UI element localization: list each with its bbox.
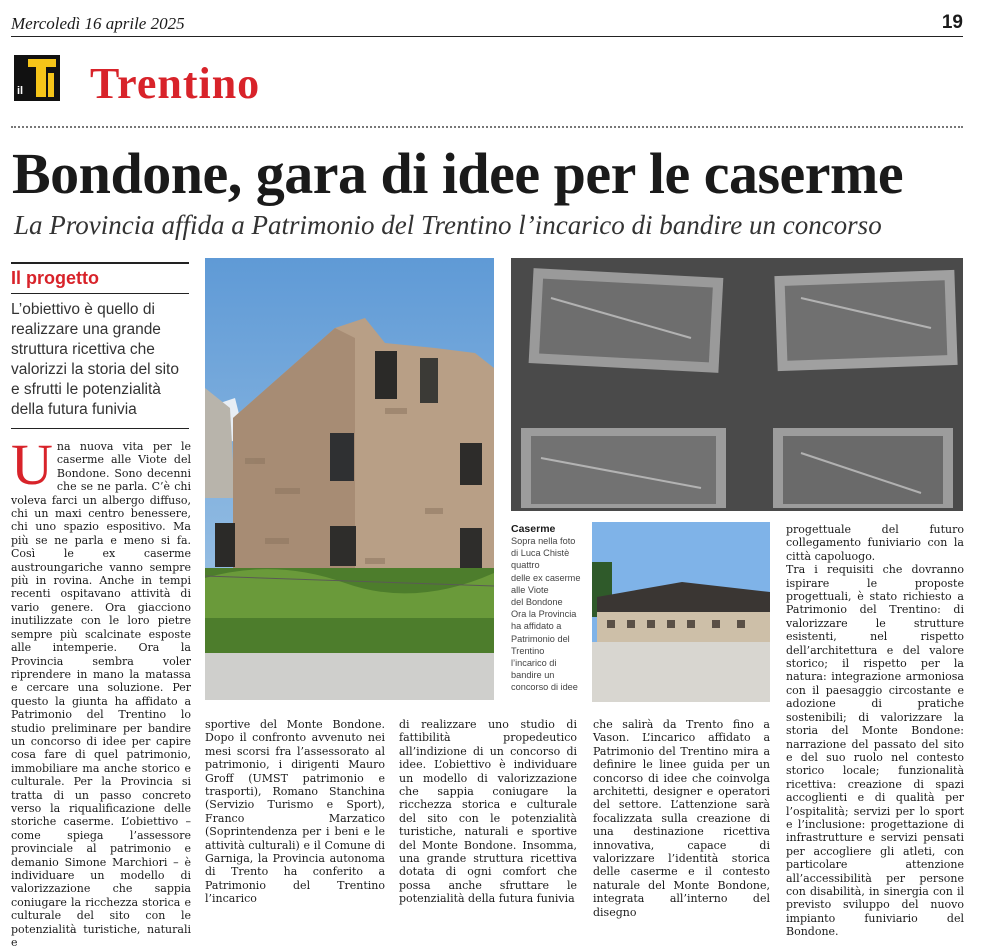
photo-caption <box>511 523 586 694</box>
sidebar-top-rule <box>11 262 189 264</box>
sidebar-mid-rule <box>11 293 189 294</box>
article-text-5a: progettuale del futuro collegamento funiviario con la città capoluogo. <box>786 523 964 563</box>
aerial-view-image <box>511 258 963 511</box>
caption-line: Patrimonio del <box>511 633 570 644</box>
caption-line: l’incarico di <box>511 658 557 669</box>
caption-line: di Luca Chistè <box>511 548 570 559</box>
article-text-5b: Tra i requisiti che dovranno ispirare le proposte progettuali, è stato richiesto a Patrimonio del Trentino: di valorizzare le strutture esistenti, nel rispetto dell’architettura e del valore storico; il rispetto per la natura: integrazione armoniosa con il paesaggio circostante e adozione di pratiche sostenibili; di valorizzare la storia del Monte Bondone: narrazione del passato del sito e del suo ruolo nel contesto storico locale; funzionalità ricettiva: creazione di spazi accoglienti e di qualità per l’ospitalità; servizi per lo sport e l’inclusione: progettazione di infrastrutture e servizi pensati per accogliere gli atleti, con particolare attenzione all’accessibilità per persone con disabilità, in sinergia con il previsto sviluppo del nuovo impianto funiviario del Bondone. <box>786 563 964 939</box>
article-column-1 <box>11 432 191 949</box>
newspaper-logo <box>14 55 60 101</box>
courtyard-image <box>592 522 770 702</box>
caption-line: ha affidato a <box>511 621 562 632</box>
sidebar-kicker: Il progetto <box>11 268 99 288</box>
caption-body <box>511 535 586 694</box>
headline: Bondone, gara di idee per le caserme <box>12 141 904 206</box>
caption-line: alle Viote <box>511 584 549 595</box>
top-rule <box>11 14 963 37</box>
subheadline: La Provincia affida a Patrimonio del Trentino l’incarico di bandire un concorso <box>14 210 882 240</box>
page-number: 19 <box>941 12 963 33</box>
caption-line: delle ex caserme <box>511 572 581 583</box>
caption-line: Ora la Provincia <box>511 609 577 620</box>
caption-line: Trentino <box>511 645 545 656</box>
photo-barracks-courtyard <box>592 522 770 702</box>
dotted-divider <box>11 126 963 128</box>
caption-line: del Bondone <box>511 597 563 608</box>
article-column-2: sportive del Monte Bondone. Dopo il confronto avvenuto nei mesi scorsi fra l’assessorato al patrimonio, i dirigenti Mauro Groff (UMST patrimonio e trasporti), Romano Stanchina (Servizio Turismo e Sport), Franco Marzatico (Soprintendenza per i beni e le attività culturali) e il Comune di Garniga, la Provincia autonoma di Trento ha conferito a Patrimonio del Trentino l’incarico <box>205 718 385 906</box>
issue-date: Mercoledì 16 aprile 2025 <box>11 14 185 33</box>
sidebar-bottom-rule <box>11 428 189 429</box>
drop-cap: U <box>11 432 53 497</box>
sidebar-summary: L’obiettivo è quello di realizzare una grande struttura ricettiva che valorizzi la storia del sito e sfrutti le potenzialità della futura funivia <box>11 301 179 418</box>
article-text-1: na nuova vita per le caserme alle Viote del Bondone. Sono decenni che se ne parla. C’è chi voleva farci un albergo diffuso, chi un maxi centro benessere, chi uno spazio espositivo. Ma più se ne parla e meno si fa. Così le ex caserme austroungariche vanno sempre più in rovina. Anche in tempi recenti ospitavano attività di vario genere. Ora giacciono inutilizzate con le loro pietre sempre più scalcinate esposte alle intemperie. Ora la Provincia sembra voler riprendere in mano la matassa e cercare una soluzione. Per questo la giunta ha affidato a Patrimonio del Trentino lo studio preliminare per bandire un concorso di idee per capire cosa fare di quel patrimonio, immobiliare ma anche storico e culturale. Per la Provincia si tratta di un passo concreto verso la riqualificazione delle storiche caserme. L’obiettivo – come spiega l’assessore provinciale al patrimonio e demanio Simone Marchiori – è individuare un modello di valorizzazione che sappia coniugare la ricchezza storica e culturale del sito con le potenzialità turistiche, naturali e <box>11 440 191 949</box>
section-title: Trentino <box>90 59 261 108</box>
photo-ruined-barracks <box>205 258 494 700</box>
caption-line: quattro <box>511 560 540 571</box>
photo-aerial-barracks <box>511 258 963 511</box>
caption-line: bandire un <box>511 670 555 681</box>
article-column-5 <box>786 523 964 939</box>
ruined-building-image <box>205 258 494 700</box>
caption-line: concorso di idee <box>511 682 578 693</box>
caption-line: Sopra nella foto <box>511 536 576 546</box>
caption-title: Caserme <box>511 523 556 535</box>
article-column-4: che salirà da Trento fino a Vason. L’incarico affidato a Patrimonio del Trentino mira a definire le linee guida per un concorso di idee che coinvolga architetti, designer e operatori del settore. L’attenzione sarà focalizzata sulla creazione di una destinazione ricettiva innovativa, capace di valorizzare l’identità storica delle caserme e il contesto naturale del Monte Bondone, integrata all’interno del disegno <box>593 718 770 919</box>
logo-text: il <box>17 85 24 97</box>
article-column-3: di realizzare uno studio di fattibilità propedeutico all’indizione di un concorso di idee. L’obiettivo è individuare un modello di valorizzazione che sappia coniugare la ricchezza storica e culturale del sito con le potenzialità turistiche, naturali e sportive del Monte Bondone. Insomma, una grande struttura ricettiva dotata di ogni comfort che possa anche sfruttare le potenzialità della futura funivia <box>399 718 577 906</box>
